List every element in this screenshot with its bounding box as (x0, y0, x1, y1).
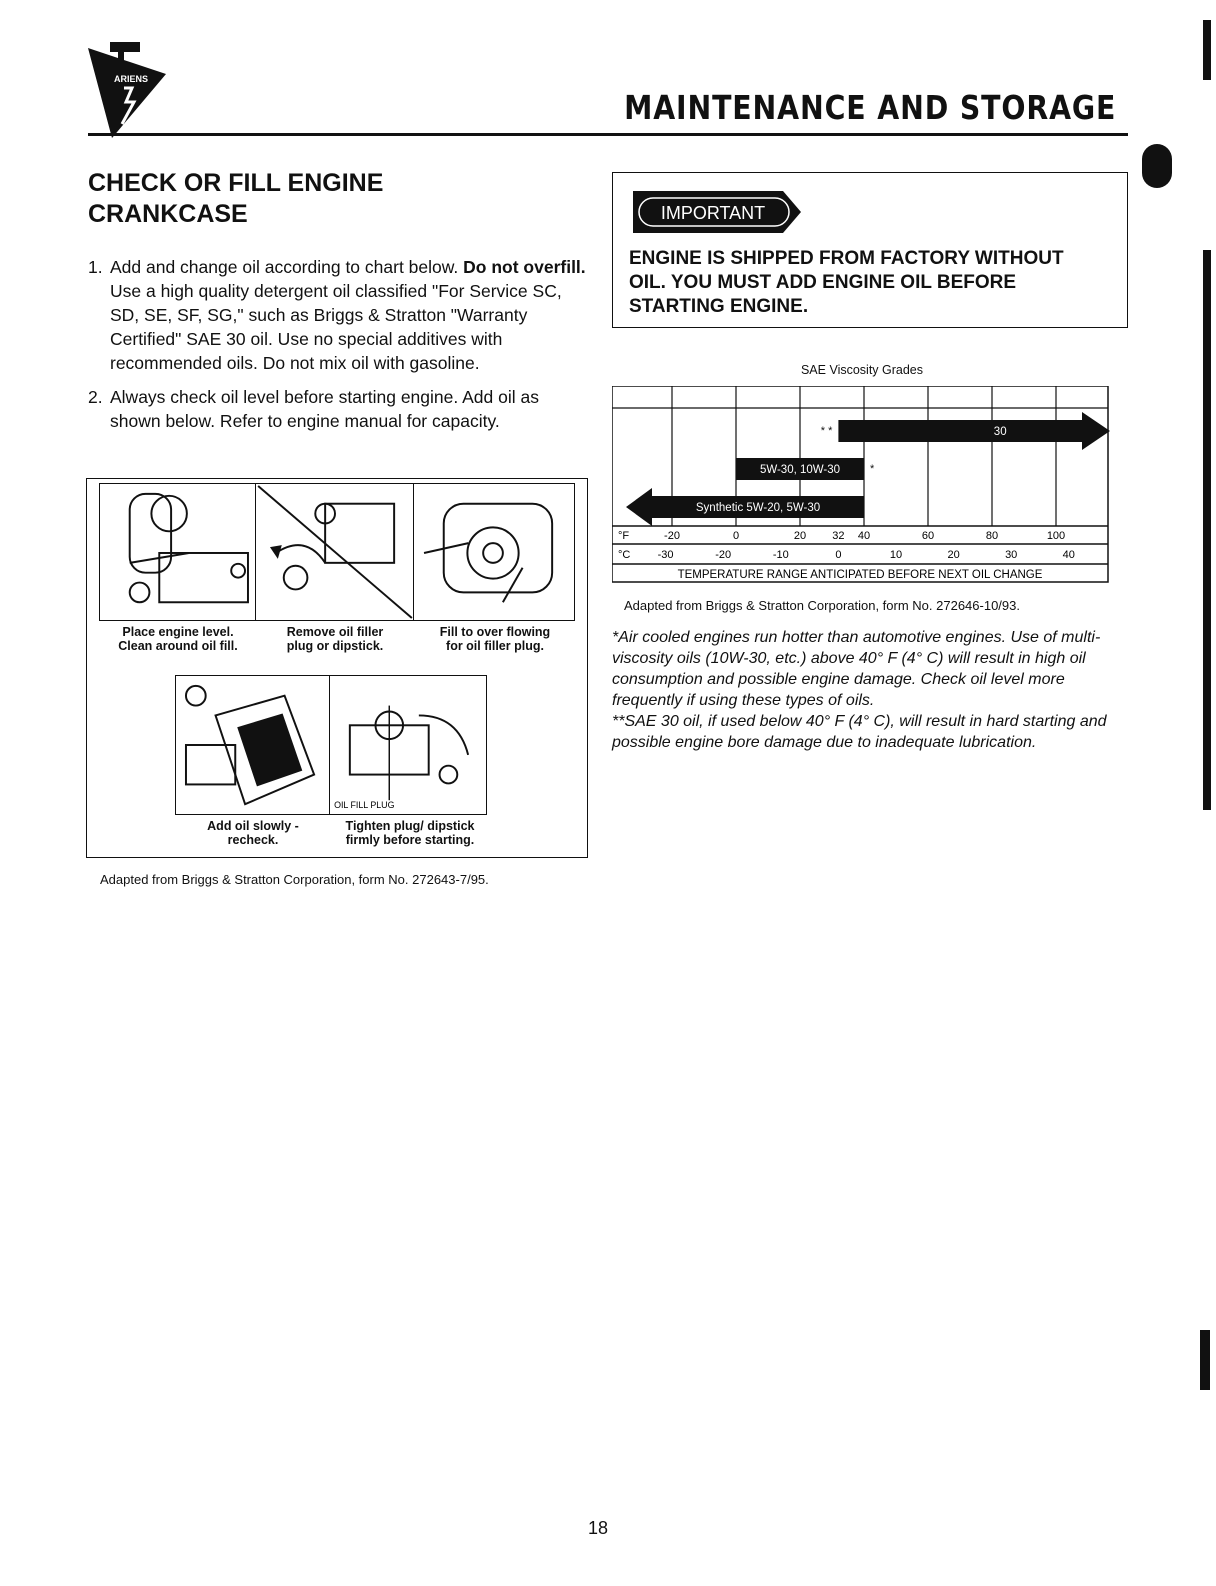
important-text: STARTING ENGINE. (629, 296, 809, 317)
section-heading: CHECK OR FILL ENGINE CRANKCASE (88, 169, 384, 228)
viscosity-bar-label: 30 (993, 426, 1007, 438)
celsius-tick-label: 10 (889, 549, 903, 561)
figure-caption: Clean around oil fill. (118, 639, 238, 653)
viscosity-bar-marker: * * (820, 425, 833, 437)
fahrenheit-tick-label: 60 (921, 530, 935, 542)
chart-footer: TEMPERATURE RANGE ANTICIPATED BEFORE NEXT OIL CHANGE (677, 569, 1043, 581)
scan-edge-mark (1200, 1330, 1210, 1390)
celsius-tick-label: -30 (657, 549, 674, 561)
chart-title: SAE Viscosity Grades (800, 363, 924, 377)
figure-caption: plug or dipstick. (286, 639, 384, 653)
celsius-tick-label: -10 (772, 549, 789, 561)
fahrenheit-tick-label: 20 (793, 530, 807, 542)
celsius-unit: °C (618, 549, 631, 561)
section-tab-marker (1142, 144, 1172, 188)
figure-caption: Remove oil filler (286, 625, 384, 639)
figure-caption: recheck. (227, 833, 279, 847)
figure-caption: Fill to over flowing (439, 625, 551, 639)
figure-caption: for oil filler plug. (446, 639, 544, 653)
logo-text: ARIENS (114, 74, 149, 84)
page-number: 18 (588, 1518, 609, 1538)
celsius-tick-label: 0 (835, 549, 842, 561)
list-item: 2. Always check oil level before starting engine. Add oil as shown below. Refer to engine manual for capacity. (88, 387, 539, 431)
viscosity-bar-label: Synthetic 5W-20, 5W-30 (695, 502, 821, 514)
remove-plug-illustration (255, 483, 415, 621)
important-notice (612, 172, 1128, 328)
important-badge-label: IMPORTANT (660, 203, 766, 223)
viscosity-bar (838, 412, 1110, 450)
celsius-tick-label: 40 (1062, 549, 1075, 561)
figure-caption: Tighten plug/ dipstick (345, 819, 475, 833)
scan-edge-mark (1203, 250, 1211, 810)
ariens-logo (88, 40, 178, 140)
important-badge (633, 191, 801, 233)
scan-edge-mark (1203, 20, 1211, 80)
fahrenheit-tick-label: 100 (1046, 530, 1066, 542)
header-rule (88, 133, 1128, 136)
engine-level-illustration (99, 483, 257, 621)
viscosity-notes (612, 627, 1112, 753)
important-text: ENGINE IS SHIPPED FROM FACTORY WITHOUT (629, 248, 1064, 269)
figure-caption: Add oil slowly - (207, 819, 299, 833)
fahrenheit-tick-label: 32 (832, 530, 845, 542)
celsius-tick-label: -20 (715, 549, 732, 561)
list-item: 1. Add and change oil according to chart below. Do not overfill. Use a high quality detergent oil classified "For Service SC, SD, SE, SF, SG," such as Briggs & Stratton "Warranty Certified" SAE 30 oil. Use no special additives with recommended oils. Do not mix oil with gasoline. (88, 257, 586, 373)
fahrenheit-tick-label: 80 (985, 530, 999, 542)
fahrenheit-unit: °F (618, 530, 630, 542)
add-oil-illustration (175, 675, 331, 815)
fahrenheit-tick-label: 40 (857, 530, 871, 542)
fahrenheit-tick-label: -20 (664, 530, 680, 542)
figure-caption: Place engine level. (122, 625, 234, 639)
steps-list (88, 255, 588, 443)
chart-credit: Adapted from Briggs & Stratton Corporation, form No. 272646-10/93. (624, 598, 1020, 613)
note: *Air cooled engines run hotter than automotive engines. Use of multi-viscosity oils (10W-30, etc.) above 40° F (4° C) will result in high oil consumption and possible engine damage. Check oil level more frequently if using these types of oils. (612, 629, 1101, 709)
celsius-tick-label: 20 (947, 549, 960, 561)
viscosity-bar-label: 5W-30, 10W-30 (759, 464, 841, 476)
note: **SAE 30 oil, if used below 40° F (4° C), will result in hard starting and possible engine bore damage due to inadequate lubrication. (612, 713, 1107, 751)
fahrenheit-tick-label: 0 (732, 530, 740, 542)
fill-overflow-illustration (413, 483, 575, 621)
oil-fill-plug-label: OIL FILL PLUG (334, 800, 395, 811)
viscosity-chart (612, 386, 1112, 586)
tighten-plug-illustration (329, 675, 487, 815)
figure-credit: Adapted from Briggs & Stratton Corporation, form No. 272643-7/95. (100, 872, 489, 887)
celsius-tick-label: 30 (1005, 549, 1018, 561)
important-text: OIL. YOU MUST ADD ENGINE OIL BEFORE (629, 272, 1017, 293)
figure-caption: firmly before starting. (345, 833, 475, 847)
page-header-title: MAINTENANCE AND STORAGE (623, 88, 1116, 127)
viscosity-bar-marker: * (870, 463, 875, 475)
oil-fill-figure (86, 478, 588, 858)
